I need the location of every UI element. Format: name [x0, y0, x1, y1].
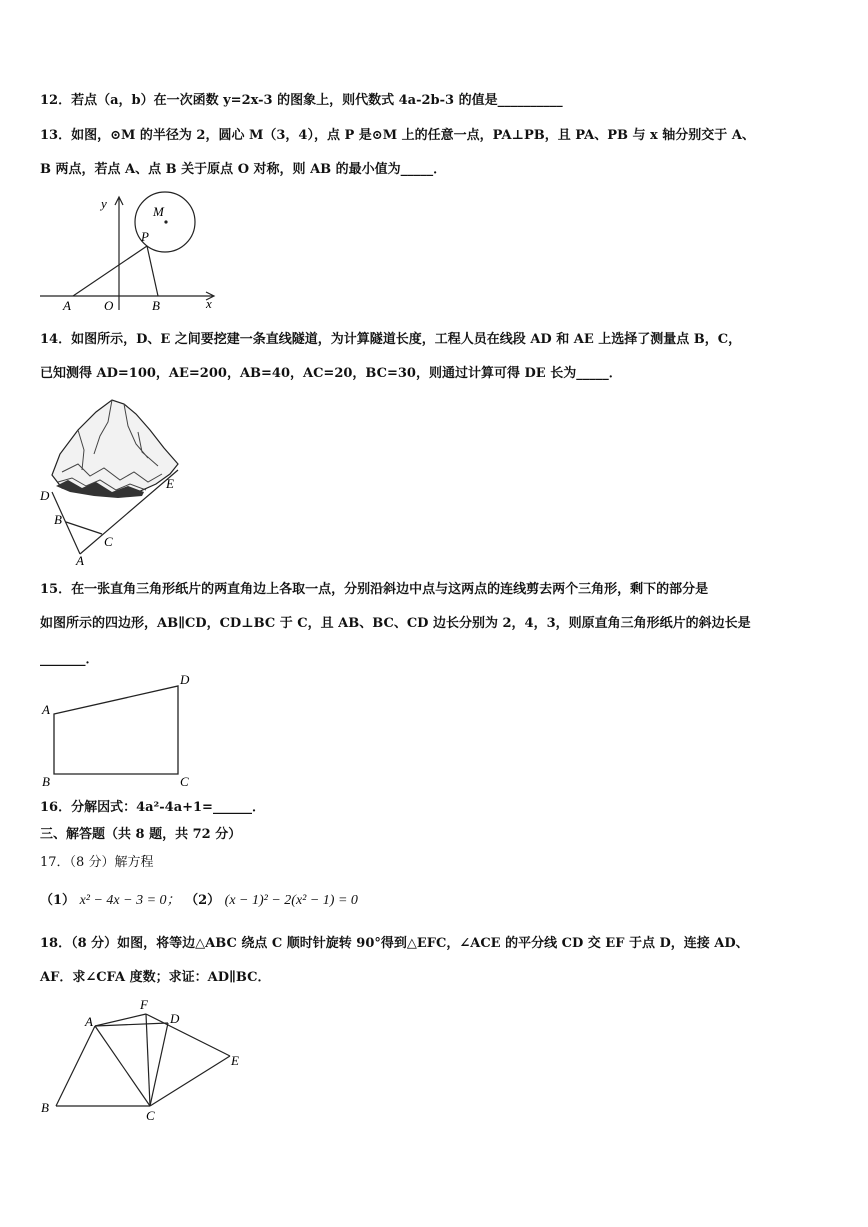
label-e: E [166, 476, 174, 491]
label-d: D [170, 1011, 180, 1026]
quadrilateral-abcd [54, 686, 178, 774]
question-16: 16．分解因式：4a²-4a+1=______． [40, 800, 265, 815]
segment-ec [150, 1056, 230, 1106]
label-p: P [141, 229, 149, 244]
segment-fe [146, 1014, 230, 1056]
label-d: D [180, 672, 190, 687]
question-14-line-1: 14．如图所示，D、E 之间要挖建一条直线隧道，为计算隧道长度，工程人员在线段 AD 和 AE 上选择了测量点 B，C， [40, 332, 742, 347]
label-m: M [153, 204, 164, 219]
segment-pa [73, 246, 147, 296]
part-2-label: （2） [185, 893, 221, 908]
question-13-line-2: B 两点，若点 A、点 B 关于原点 O 对称，则 AB 的最小值为_____． [40, 162, 447, 177]
q14-figure [38, 392, 188, 567]
label-d: D [40, 488, 50, 503]
q15-figure [38, 670, 198, 790]
question-15-line-1: 15．在一张直角三角形纸片的两直角边上各取一点，分别沿斜边中点与这两点的连线剪去两个三角形，剩下的部分是 [40, 582, 709, 597]
label-x: x [206, 296, 212, 311]
label-a: A [85, 1014, 93, 1029]
q13-figure [38, 186, 228, 314]
label-f: F [140, 997, 148, 1012]
label-b: B [54, 512, 62, 527]
segment-ab [56, 1026, 95, 1106]
section-3-heading: 三、解答题（共 8 题，共 72 分） [40, 827, 242, 842]
question-13-line-1: 13．如图，⊙M 的半径为 2，圆心 M（3，4），点 P 是⊙M 上的任意一点，PA⊥PB，且 PA、PB 与 x 轴分别交于 A、 [40, 128, 755, 143]
mountain-shape [52, 400, 178, 496]
label-o: O [104, 298, 114, 313]
label-a: A [42, 702, 50, 717]
label-a: A [76, 553, 84, 567]
segment-ac [95, 1026, 150, 1106]
segment-bc [66, 522, 102, 534]
label-c: C [180, 774, 189, 789]
label-y: y [101, 196, 107, 211]
question-17-title: 17．（8 分）解方程 [40, 855, 154, 870]
center-m-point [164, 220, 167, 223]
label-b: B [42, 774, 50, 789]
question-17-equations [40, 892, 358, 910]
equation-2: (x − 1)² − 2(x² − 1) = 0 [224, 893, 358, 908]
segment-fc [146, 1014, 150, 1106]
segment-cd [150, 1023, 168, 1106]
label-b: B [152, 298, 160, 313]
label-c: C [104, 534, 113, 549]
question-15-line-3: _______． [40, 652, 99, 667]
label-c: C [146, 1108, 155, 1123]
part-1-label: （1） [40, 893, 76, 908]
segment-pb [147, 246, 158, 296]
label-b: B [41, 1100, 49, 1115]
question-14-line-2: 已知测得 AD=100，AE=200，AB=40，AC=20，BC=30，则通过计算可得 DE 长为_____． [40, 366, 622, 381]
question-12: 12．若点（a，b）在一次函数 y=2x-3 的图象上，则代数式 4a-2b-3 的值是__________ [40, 93, 563, 108]
label-a: A [63, 298, 71, 313]
equation-1: x² − 4x − 3 = 0； [79, 893, 181, 908]
question-15-line-2: 如图所示的四边形，AB∥CD，CD⊥BC 于 C，且 AB、BC、CD 边长分别为 2，4，3，则原直角三角形纸片的斜边长是 [40, 616, 751, 631]
label-e: E [231, 1053, 239, 1068]
question-18-line-1: 18．（8 分）如图，将等边△ABC 绕点 C 顺时针旋转 90°得到△EFC，∠ACE 的平分线 CD 交 EF 于点 D，连接 AD、 [40, 936, 749, 951]
question-18-line-2: AF．求∠CFA 度数；求证：AD∥BC． [40, 970, 271, 985]
q18-figure [38, 996, 253, 1126]
